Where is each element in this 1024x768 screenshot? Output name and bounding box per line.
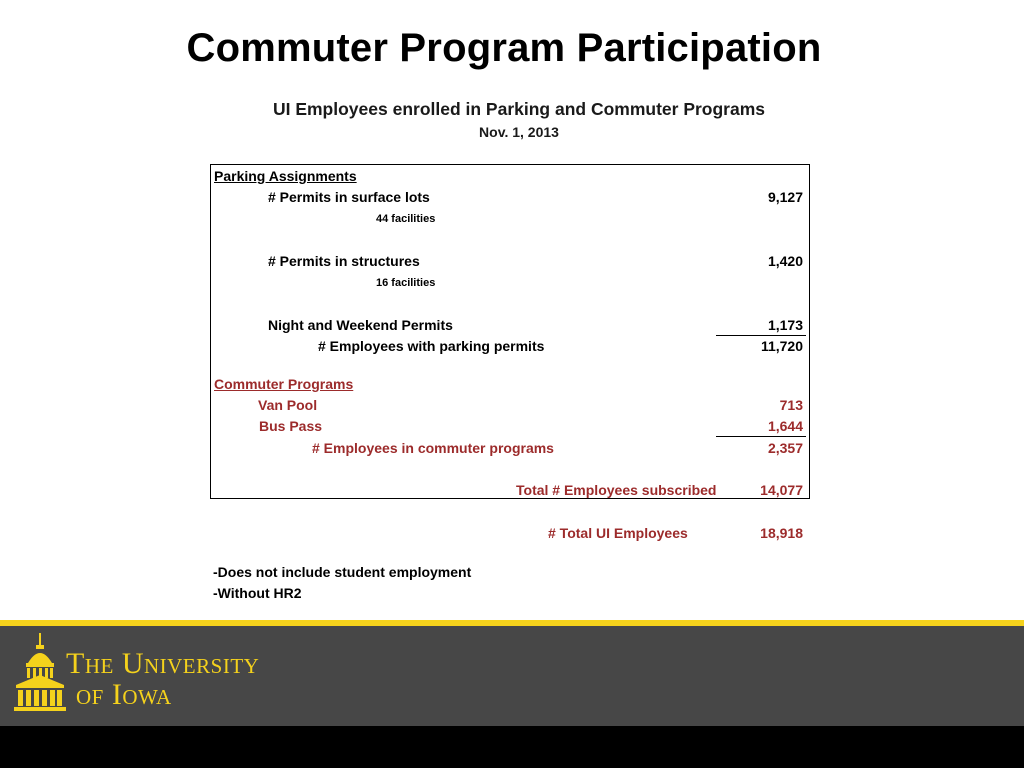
commuter-heading: Commuter Programs [214,376,354,392]
document-title: UI Employees enrolled in Parking and Commuter Programs [272,99,766,119]
night-weekend-value: 1,173 [767,317,803,333]
subscribed-total-value: 14,077 [760,482,803,498]
note-student-employment: -Does not include student employment [213,564,472,580]
surface-lots-note: 44 facilities [376,213,436,225]
commuter-subtotal-rule [716,436,806,437]
logo-wordmark-line2: of Iowa [76,678,172,711]
buspass-label: Bus Pass [259,418,323,434]
note-without-hr2: -Without HR2 [213,585,302,601]
structures-value: 1,420 [767,253,803,269]
ui-total-value: 18,918 [760,525,803,541]
structures-label: # Permits in structures [268,253,420,269]
ui-total-label: # Total UI Employees [548,525,688,541]
buspass-value: 1,644 [767,418,803,434]
structures-note: 16 facilities [376,277,436,289]
footer-bottom-bar [0,726,1024,768]
document-date: Nov. 1, 2013 [479,124,559,140]
commuter-total-value: 2,357 [767,440,803,456]
surface-lots-label: # Permits in surface lots [268,189,430,205]
subscribed-total-label: Total # Employees subscribed [516,482,717,498]
old-capitol-dome-icon [14,633,66,713]
slide-title: Commuter Program Participation [186,26,822,70]
parking-heading: Parking Assignments [214,168,357,184]
parking-total-value: 11,720 [760,338,803,354]
surface-lots-value: 9,127 [767,189,803,205]
vanpool-value: 713 [779,397,803,413]
commuter-total-label: # Employees in commuter programs [312,440,554,456]
parking-total-label: # Employees with parking permits [318,338,545,354]
vanpool-label: Van Pool [258,397,318,413]
logo-wordmark-line1: The University [66,647,260,680]
subtotal-rule [716,335,806,336]
night-weekend-label: Night and Weekend Permits [268,317,453,333]
